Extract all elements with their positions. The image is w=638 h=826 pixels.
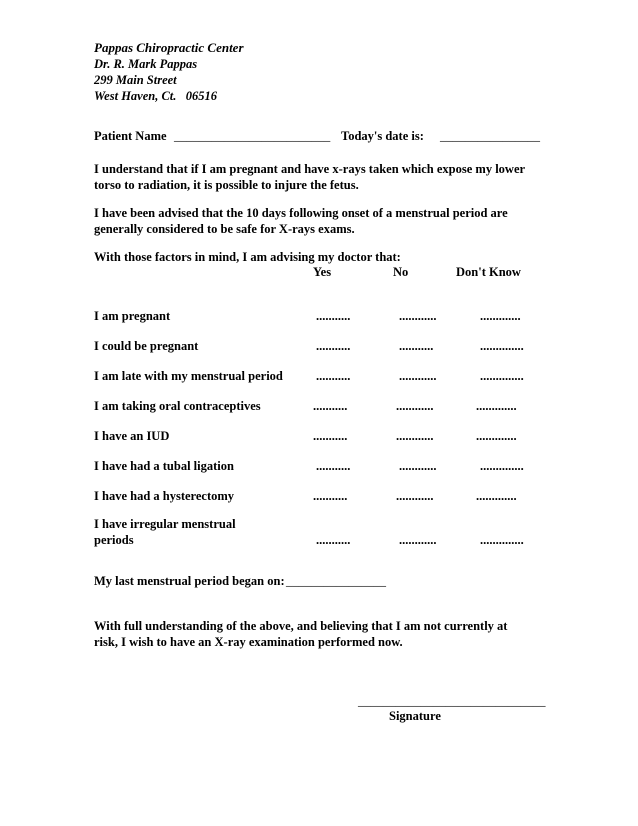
no-option[interactable]: ............ — [396, 429, 434, 443]
yes-option[interactable]: ........... — [316, 309, 351, 323]
no-option[interactable]: ............ — [396, 399, 434, 413]
no-option[interactable]: ............ — [399, 459, 437, 473]
row-label: I have had a tubal ligation — [94, 459, 234, 473]
todays-date-label: Today's date is: — [341, 129, 424, 143]
dont-know-option[interactable]: ............. — [476, 489, 517, 503]
row-label: I am pregnant — [94, 309, 171, 323]
yes-option[interactable]: ........... — [313, 429, 348, 443]
paragraph-3: With those factors in mind, I am advising my doctor that: — [94, 250, 401, 264]
yes-option[interactable]: ........... — [313, 489, 348, 503]
signature-label: Signature — [389, 709, 441, 723]
dont-know-option[interactable]: .............. — [480, 459, 524, 473]
dont-know-option[interactable]: ............. — [480, 309, 521, 323]
dont-know-option[interactable]: .............. — [480, 369, 524, 383]
yes-option[interactable]: ........... — [316, 339, 351, 353]
yes-option[interactable]: ........... — [316, 369, 351, 383]
row-label: I am late with my menstrual period — [94, 369, 283, 383]
city-address: West Haven, Ct. 06516 — [94, 89, 218, 103]
no-option[interactable]: ............ — [399, 533, 437, 547]
closing-line-2: risk, I wish to have an X-ray examination performed now. — [94, 635, 403, 649]
dont-know-option[interactable]: ............. — [476, 429, 517, 443]
yes-option[interactable]: ........... — [316, 533, 351, 547]
row-label: periods — [94, 533, 134, 547]
row-label: I could be pregnant — [94, 339, 199, 353]
row-label: I am taking oral contraceptives — [94, 399, 261, 413]
patient-name-label: Patient Name — [94, 129, 167, 143]
todays-date-field[interactable]: ________________ — [440, 129, 540, 143]
row-label: I have an IUD — [94, 429, 170, 443]
column-yes: Yes — [313, 265, 332, 279]
clinic-name: Pappas Chiropractic Center — [94, 40, 244, 55]
no-option[interactable]: ............ — [396, 489, 434, 503]
no-option[interactable]: ............ — [399, 309, 437, 323]
no-option[interactable]: ............ — [399, 369, 437, 383]
doctor-name: Dr. R. Mark Pappas — [94, 57, 198, 71]
signature-line[interactable]: ______________________________ — [358, 694, 546, 708]
closing-line-1: With full understanding of the above, and believing that I am not currently at — [94, 619, 508, 633]
paragraph-1-line-2: torso to radiation, it is possible to injure the fetus. — [94, 178, 359, 192]
dont-know-option[interactable]: .............. — [480, 533, 524, 547]
last-period-field[interactable]: ________________ — [286, 574, 386, 588]
paragraph-1-line-1: I understand that if I am pregnant and have x-rays taken which expose my lower — [94, 162, 526, 176]
last-period-label: My last menstrual period began on: — [94, 574, 285, 588]
column-dont-know: Don't Know — [456, 265, 521, 279]
street-address: 299 Main Street — [94, 73, 177, 87]
column-no: No — [393, 265, 409, 279]
row-label: I have had a hysterectomy — [94, 489, 235, 503]
dont-know-option[interactable]: .............. — [480, 339, 524, 353]
dont-know-option[interactable]: ............. — [476, 399, 517, 413]
paragraph-2-line-1: I have been advised that the 10 days following onset of a menstrual period are — [94, 206, 508, 220]
patient-name-field[interactable]: _________________________ — [174, 129, 331, 143]
no-option[interactable]: ........... — [399, 339, 434, 353]
yes-option[interactable]: ........... — [313, 399, 348, 413]
row-label-line-1: I have irregular menstrual — [94, 517, 236, 531]
paragraph-2-line-2: generally considered to be safe for X-rays exams. — [94, 222, 355, 236]
yes-option[interactable]: ........... — [316, 459, 351, 473]
